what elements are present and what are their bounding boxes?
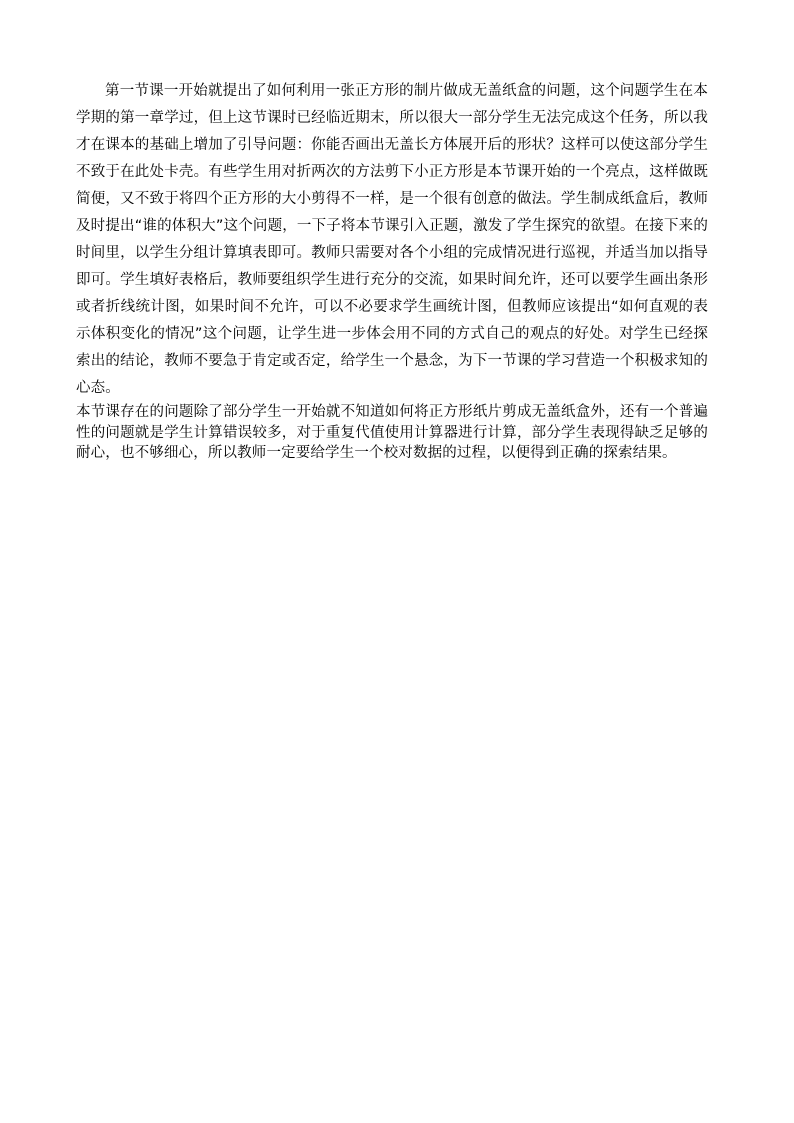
document-body [76,78,708,464]
paragraph-reflection-problems: 本节课存在的问题除了部分学生一开始就不知道如何将正方形纸片剪成无盖纸盒外，还有一个普遍性的问题就是学生计算错误较多，对于重复代值使用计算器进行计算，部分学生表现得缺乏足够的耐心，也不够细心，所以教师一定要给学生一个校对数据的过程，以便得到正确的探索结果。 [76,404,708,461]
paragraph-reflection-lesson-one: 第一节课一开始就提出了如何利用一张正方形的制片做成无盖纸盒的问题，这个问题学生在本学期的第一章学过，但上这节课时已经临近期末，所以很大一部分学生无法完成这个任务，所以我才在课本的基础上增加了引导问题：你能否画出无盖长方体展开后的形状？这样可以使这部分学生不致于在此处卡壳。有些学生用对折两次的方法剪下小正方形是本节课开始的一个亮点，这样做既简便，又不致于将四个正方形的大小剪得不一样，是一个很有创意的做法。学生制成纸盒后，教师及时提出“谁的体积大”这个问题，一下子将本节课引入正题，激发了学生探究的欲望。在接下来的时间里，以学生分组计算填表即可。教师只需要对各个小组的完成情况进行巡视，并适当加以指导即可。学生填好表格后，教师要组织学生进行充分的交流，如果时间允许，还可以要学生画出条形或者折线统计图，如果时间不允许，可以不必要求学生画统计图，但教师应该提出“如何直观的表示体积变化的情况”这个问题，让学生进一步体会用不同的方式自己的观点的好处。对学生已经探索出的结论，教师不要急于肯定或否定，给学生一个悬念，为下一节课的学习营造一个积极求知的心态。 [76,83,708,396]
